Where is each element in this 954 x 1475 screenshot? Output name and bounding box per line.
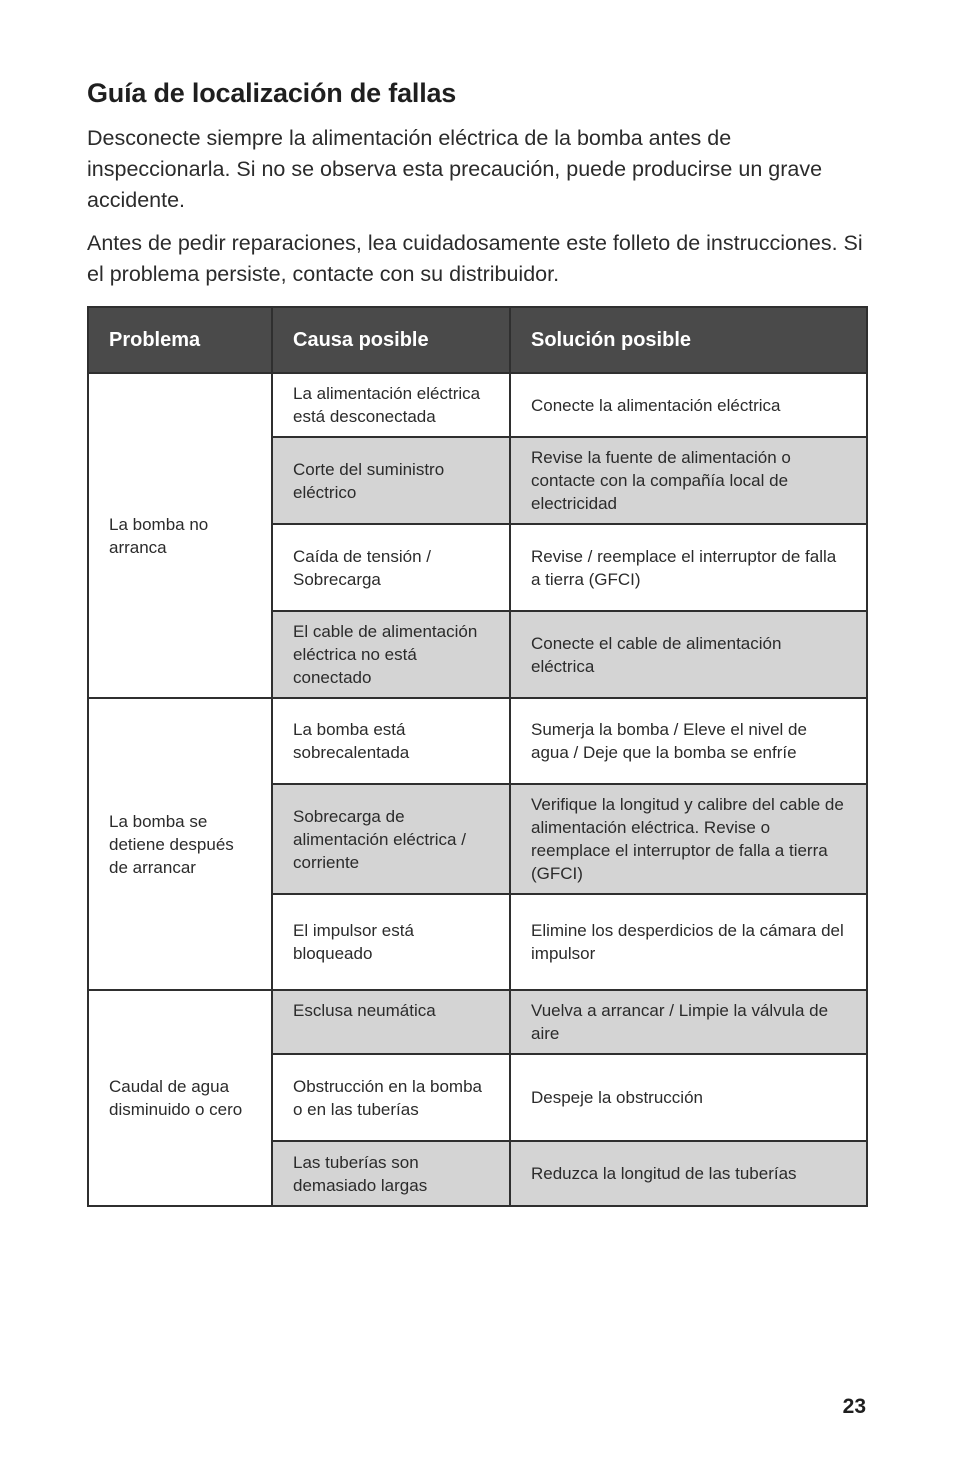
cause-cell: La bomba está sobrecalentada <box>272 698 510 784</box>
page-number: 23 <box>842 1395 866 1418</box>
solution-cell: Vuelva a arrancar / Limpie la válvula de aire <box>510 990 867 1054</box>
problem-cell: La bomba no arranca <box>88 373 272 698</box>
cause-cell: Las tuberías son demasiado largas <box>272 1141 510 1206</box>
troubleshooting-table <box>87 306 868 1207</box>
solution-cell: Revise la fuente de alimentación o contacte con la compañía local de electricidad <box>510 437 867 524</box>
solution-cell: Verifique la longitud y calibre del cable de alimentación eléctrica. Revise o reemplace el interruptor de falla a tierra (GFCI) <box>510 784 867 894</box>
solution-cell: Despeje la obstrucción <box>510 1054 867 1141</box>
header-problem: Problema <box>88 307 272 373</box>
intro-paragraph-1: Desconecte siempre la alimentación eléctrica de la bomba antes de inspeccionarla. Si no se observa esta precaución, puede producirse un grave accidente. <box>87 126 823 212</box>
cause-cell: Caída de tensión / Sobrecarga <box>272 524 510 611</box>
cause-cell: Esclusa neumática <box>272 990 510 1054</box>
problem-cell: Caudal de agua disminuido o cero <box>88 990 272 1206</box>
solution-cell: Elimine los desperdicios de la cámara del impulsor <box>510 894 867 990</box>
page-content <box>87 78 866 1195</box>
cause-cell: Obstrucción en la bomba o en las tuberías <box>272 1054 510 1141</box>
solution-cell: Conecte la alimentación eléctrica <box>510 373 867 437</box>
table-row <box>88 373 867 437</box>
cause-cell: El cable de alimentación eléctrica no está conectado <box>272 611 510 698</box>
cause-cell: La alimentación eléctrica está desconectada <box>272 373 510 437</box>
table-header-row <box>88 307 867 373</box>
solution-cell: Sumerja la bomba / Eleve el nivel de agua / Deje que la bomba se enfríe <box>510 698 867 784</box>
solution-cell: Revise / reemplace el interruptor de falla a tierra (GFCI) <box>510 524 867 611</box>
page-title: Guía de localización de fallas <box>87 78 457 108</box>
cause-cell: El impulsor está bloqueado <box>272 894 510 990</box>
cause-cell: Corte del suministro eléctrico <box>272 437 510 524</box>
header-cause: Causa posible <box>272 307 510 373</box>
header-solution: Solución posible <box>510 307 867 373</box>
solution-cell: Conecte el cable de alimentación eléctrica <box>510 611 867 698</box>
table-row <box>88 990 867 1054</box>
problem-cell: La bomba se detiene después de arrancar <box>88 698 272 990</box>
cause-cell: Sobrecarga de alimentación eléctrica / corriente <box>272 784 510 894</box>
table-row <box>88 698 867 784</box>
solution-cell: Reduzca la longitud de las tuberías <box>510 1141 867 1206</box>
intro-paragraph-2: Antes de pedir reparaciones, lea cuidadosamente este folleto de instrucciones. Si el problema persiste, contacte con su distribuidor. <box>87 231 863 286</box>
